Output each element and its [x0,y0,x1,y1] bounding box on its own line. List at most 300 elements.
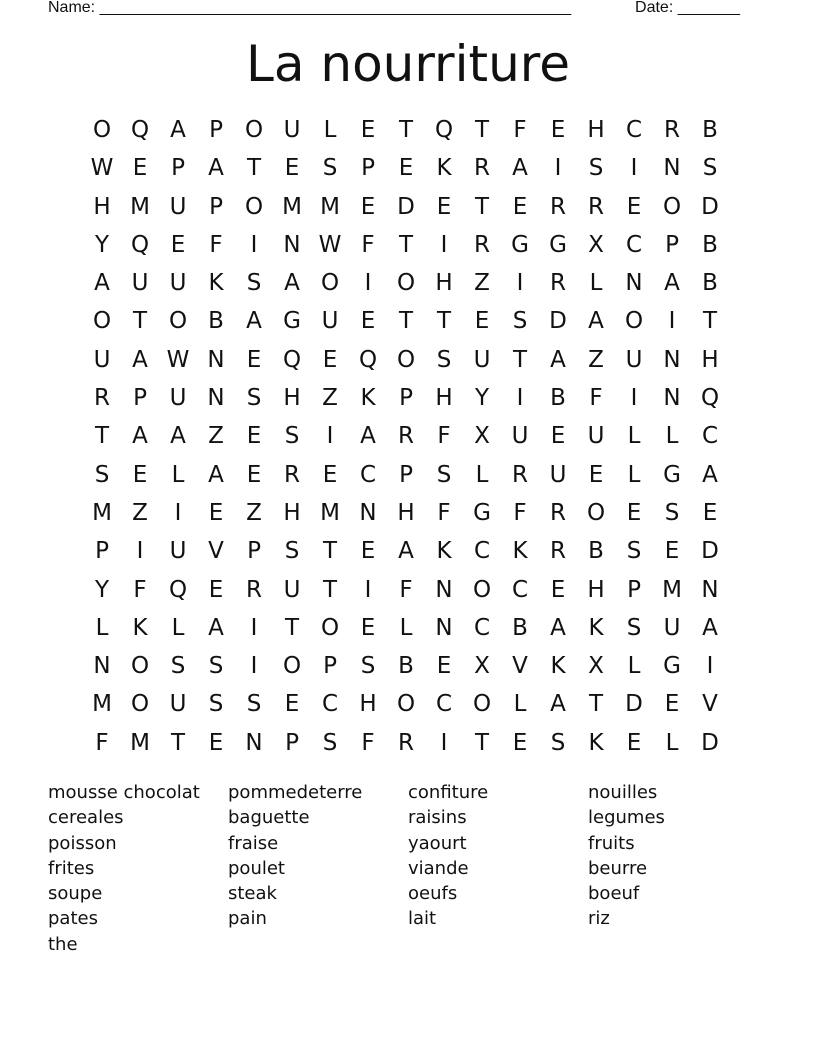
grid-cell: A [550,346,566,373]
grid-cell: R [398,729,414,756]
grid-cell: R [664,117,680,143]
grid-cell: A [132,423,148,450]
grid-cell: C [435,691,453,718]
grid-cell: E [322,346,338,373]
grid-cell: N [663,385,681,412]
grid-cell: U [587,423,605,450]
grid-cell: L [95,614,109,641]
grid-cell: P [399,385,413,412]
grid-cell: N [245,729,263,756]
grid-row [83,647,729,685]
grid-cell: O [320,270,340,297]
grid-cell: T [246,155,262,182]
grid-cell: I [250,614,258,641]
grid-cell: P [627,576,641,603]
grid-cell: G [511,231,529,258]
grid-cell: E [208,729,224,756]
grid-cell: O [92,117,112,143]
grid-cell: B [702,117,718,143]
grid-cell: A [664,270,680,297]
grid-cell: A [360,423,376,450]
grid-cell: N [435,576,453,603]
grid-cell: O [396,270,416,297]
grid-cell: V [512,653,528,680]
grid-cell: K [436,155,452,182]
grid-cell: K [208,270,224,297]
grid-cell: L [589,270,603,297]
grid-row [83,532,729,570]
grid-cell: W [166,346,190,373]
grid-cell: I [364,270,372,297]
grid-cell: E [284,155,300,182]
grid-cell: I [440,729,448,756]
grid-cell: Z [246,499,262,526]
grid-cell: K [436,538,452,565]
grid-cell: S [436,461,452,488]
grid-cell: R [94,385,110,412]
grid-cell: O [662,193,682,220]
grid-cell: I [326,423,334,450]
grid-cell: U [473,346,491,373]
grid-cell: A [550,614,566,641]
word-list-column [408,780,588,957]
grid-cell: H [587,576,605,603]
grid-cell: S [246,691,262,718]
grid-cell: T [398,308,414,335]
grid-cell: S [170,653,186,680]
grid-cell: P [361,155,375,182]
grid-cell: L [627,423,641,450]
grid-cell: I [630,385,638,412]
grid-cell: M [320,499,340,526]
grid-row [83,302,729,340]
grid-cell: O [244,193,264,220]
grid-cell: N [207,385,225,412]
grid-cell: H [93,193,111,220]
grid-cell: S [284,538,300,565]
grid-cell: A [132,346,148,373]
grid-cell: M [92,499,112,526]
word-list-item: poisson [48,832,117,854]
grid-cell: S [626,538,642,565]
grid-cell: C [511,576,529,603]
grid-cell: E [360,193,376,220]
grid-cell: T [398,117,414,143]
grid-cell: Q [130,231,150,258]
grid-cell: I [174,499,182,526]
grid-cell: P [133,385,147,412]
grid-cell: C [625,231,643,258]
letter-grid [83,111,729,762]
grid-cell: T [94,423,110,450]
grid-cell: E [626,499,642,526]
page-title: La nourriture [246,35,570,93]
grid-cell: O [320,614,340,641]
grid-cell: F [513,499,527,526]
grid-cell: U [321,308,339,335]
grid-row [83,264,729,302]
grid-cell: T [170,729,186,756]
grid-cell: I [440,231,448,258]
grid-cell: P [95,538,109,565]
grid-cell: H [359,691,377,718]
grid-cell: B [702,231,718,258]
grid-cell: L [475,461,489,488]
grid-cell: O [168,308,188,335]
grid-cell: E [512,729,528,756]
word-list-item: confiture [408,782,489,803]
grid-cell: E [170,231,186,258]
grid-cell: D [549,308,567,335]
grid-cell: Q [130,117,150,143]
grid-cell: S [284,423,300,450]
grid-cell: R [588,193,604,220]
grid-cell: P [209,117,223,143]
grid-cell: E [436,653,452,680]
grid-row [83,685,729,723]
grid-cell: W [318,231,342,258]
grid-cell: K [550,653,566,680]
grid-cell: L [171,614,185,641]
word-list-item: poulet [228,857,285,879]
word-list-item: the [48,933,78,955]
word-list-item: oeufs [408,883,458,905]
grid-cell: E [702,499,718,526]
grid-cell: H [397,499,415,526]
grid-cell: U [169,193,187,220]
grid-cell: O [586,499,606,526]
grid-cell: E [208,576,224,603]
word-list-item: steak [228,883,277,905]
grid-row [83,379,729,417]
grid-cell: U [283,576,301,603]
grid-cell: B [550,385,566,412]
grid-cell: N [701,576,719,603]
grid-cell: F [513,117,527,143]
grid-cell: Z [588,346,604,373]
grid-cell: R [246,576,262,603]
grid-cell: U [169,385,187,412]
grid-cell: L [627,653,641,680]
word-list-item: pommedeterre [228,782,363,803]
word-list-item: frites [48,857,95,879]
grid-row [83,609,729,647]
grid-cell: I [516,385,524,412]
grid-cell: P [399,461,413,488]
grid-cell: E [512,193,528,220]
grid-cell: E [132,155,148,182]
grid-cell: P [171,155,185,182]
grid-cell: U [625,346,643,373]
grid-cell: Z [474,270,490,297]
grid-cell: C [701,423,719,450]
grid-cell: E [626,729,642,756]
grid-cell: F [209,231,223,258]
grid-cell: R [398,423,414,450]
grid-cell: E [322,461,338,488]
grid-cell: Q [358,346,378,373]
grid-cell: U [663,614,681,641]
word-list-column [588,780,768,957]
grid-cell: S [322,155,338,182]
grid-cell: E [360,538,376,565]
grid-cell: O [130,653,150,680]
grid-cell: V [702,691,718,718]
grid-cell: N [359,499,377,526]
grid-cell: U [131,270,149,297]
grid-cell: T [474,193,490,220]
grid-cell: U [169,691,187,718]
grid-cell: I [706,653,714,680]
grid-cell: T [398,231,414,258]
grid-cell: P [209,193,223,220]
grid-cell: S [626,614,642,641]
word-list-item: viande [408,857,469,879]
grid-cell: B [512,614,528,641]
grid-cell: M [662,576,682,603]
grid-cell: K [360,385,376,412]
grid-cell: K [512,538,528,565]
grid-cell: F [399,576,413,603]
grid-cell: E [398,155,414,182]
grid-cell: I [364,576,372,603]
grid-cell: I [250,653,258,680]
grid-cell: I [668,308,676,335]
grid-cell: G [663,653,681,680]
grid-cell: E [550,117,566,143]
grid-cell: L [171,461,185,488]
grid-cell: T [132,308,148,335]
grid-cell: M [130,193,150,220]
grid-cell: M [92,691,112,718]
grid-cell: A [94,270,110,297]
grid-cell: G [283,308,301,335]
word-list-item: baguette [228,807,310,829]
word-list [48,780,768,957]
grid-cell: T [474,117,490,143]
grid-row [83,111,729,149]
grid-cell: S [702,155,718,182]
grid-cell: T [322,538,338,565]
grid-cell: B [702,270,718,297]
grid-cell: E [664,538,680,565]
grid-cell: E [284,691,300,718]
grid-cell: O [92,308,112,335]
grid-cell: F [133,576,147,603]
grid-cell: P [247,538,261,565]
grid-cell: O [472,576,492,603]
grid-cell: O [244,117,264,143]
grid-cell: Q [700,385,720,412]
grid-row [83,188,729,226]
grid-cell: N [207,346,225,373]
grid-cell: R [550,499,566,526]
grid-cell: O [396,346,416,373]
grid-cell: Q [168,576,188,603]
grid-row [83,226,729,264]
grid-cell: O [396,691,416,718]
grid-cell: Y [94,576,110,603]
grid-cell: C [321,691,339,718]
grid-cell: Y [474,385,490,412]
grid-cell: T [322,576,338,603]
grid-row [83,417,729,455]
grid-cell: I [516,270,524,297]
grid-cell: Z [208,423,224,450]
grid-cell: M [320,193,340,220]
grid-cell: Z [132,499,148,526]
grid-cell: A [702,461,718,488]
grid-cell: K [132,614,148,641]
grid-cell: F [95,729,109,756]
grid-cell: B [588,538,604,565]
grid-cell: U [169,270,187,297]
word-list-item: riz [588,908,610,930]
grid-cell: N [435,614,453,641]
grid-cell: Q [434,117,454,143]
word-list-item: pain [228,908,267,930]
grid-cell: R [474,231,490,258]
word-list-item: boeuf [588,883,640,905]
grid-cell: P [323,653,337,680]
name-field-label: Name: _____________________________________________________ [48,0,572,16]
grid-cell: S [208,653,224,680]
grid-cell: T [284,614,300,641]
grid-cell: U [283,117,301,143]
grid-cell: T [512,346,528,373]
grid-cell: S [94,461,110,488]
word-list-item: mousse chocolat [48,782,200,803]
grid-cell: C [359,461,377,488]
grid-cell: R [550,538,566,565]
grid-cell: S [322,729,338,756]
grid-cell: R [550,270,566,297]
grid-cell: G [663,461,681,488]
grid-cell: F [361,729,375,756]
grid-row [83,494,729,532]
grid-cell: E [550,423,566,450]
grid-cell: A [208,614,224,641]
grid-cell: G [549,231,567,258]
grid-cell: N [663,155,681,182]
grid-cell: Q [282,346,302,373]
grid-cell: S [246,270,262,297]
grid-cell: H [701,346,719,373]
grid-cell: T [702,308,718,335]
word-list-item: nouilles [588,782,658,803]
grid-cell: C [625,117,643,143]
grid-cell: E [360,614,376,641]
word-list-item: cereales [48,807,124,829]
word-list-column [48,780,228,957]
grid-cell: T [436,308,452,335]
grid-cell: E [208,499,224,526]
grid-cell: X [588,653,604,680]
grid-cell: D [701,193,719,220]
word-list-item: soupe [48,883,103,905]
grid-cell: S [360,653,376,680]
grid-cell: H [435,270,453,297]
grid-cell: S [550,729,566,756]
grid-cell: B [208,308,224,335]
grid-cell: X [474,423,490,450]
grid-cell: S [588,155,604,182]
grid-cell: V [208,538,224,565]
word-list-item: lait [408,908,437,930]
grid-cell: A [246,308,262,335]
grid-cell: C [473,538,491,565]
grid-cell: H [283,385,301,412]
grid-cell: E [664,691,680,718]
grid-cell: R [284,461,300,488]
grid-row [83,571,729,609]
grid-cell: B [398,653,414,680]
grid-cell: R [550,193,566,220]
grid-cell: A [702,614,718,641]
grid-cell: D [397,193,415,220]
grid-cell: L [513,691,527,718]
grid-cell: E [360,117,376,143]
grid-cell: X [588,231,604,258]
grid-row [83,724,729,762]
grid-cell: A [588,308,604,335]
grid-cell: D [625,691,643,718]
grid-cell: L [665,729,679,756]
grid-cell: E [132,461,148,488]
grid-cell: F [437,423,451,450]
grid-cell: O [624,308,644,335]
grid-cell: A [284,270,300,297]
grid-cell: H [587,117,605,143]
grid-cell: G [473,499,491,526]
date-field-label: Date: _______ [635,0,740,16]
word-list-item: beurre [588,857,648,879]
grid-cell: N [663,346,681,373]
grid-cell: U [549,461,567,488]
grid-cell: E [588,461,604,488]
grid-cell: T [588,691,604,718]
header [48,0,740,18]
grid-cell: S [208,691,224,718]
grid-cell: I [554,155,562,182]
grid-cell: H [283,499,301,526]
word-list-item: yaourt [408,832,467,854]
grid-cell: F [589,385,603,412]
grid-cell: K [588,729,604,756]
grid-cell: A [208,461,224,488]
grid-cell: U [169,538,187,565]
grid-cell: F [437,499,451,526]
grid-cell: A [208,155,224,182]
grid-cell: Y [94,231,110,258]
grid-cell: S [512,308,528,335]
grid-cell: A [512,155,528,182]
grid-cell: O [130,691,150,718]
grid-cell: L [399,614,413,641]
grid-cell: S [246,385,262,412]
grid-cell: Z [322,385,338,412]
word-list-item: fraise [228,832,279,854]
grid-cell: E [436,193,452,220]
grid-cell: S [664,499,680,526]
grid-cell: N [283,231,301,258]
grid-cell: I [136,538,144,565]
word-list-item: legumes [588,807,665,829]
grid-cell: A [170,117,186,143]
word-list-column [228,780,408,957]
grid-row [83,149,729,187]
grid-cell: E [246,346,262,373]
